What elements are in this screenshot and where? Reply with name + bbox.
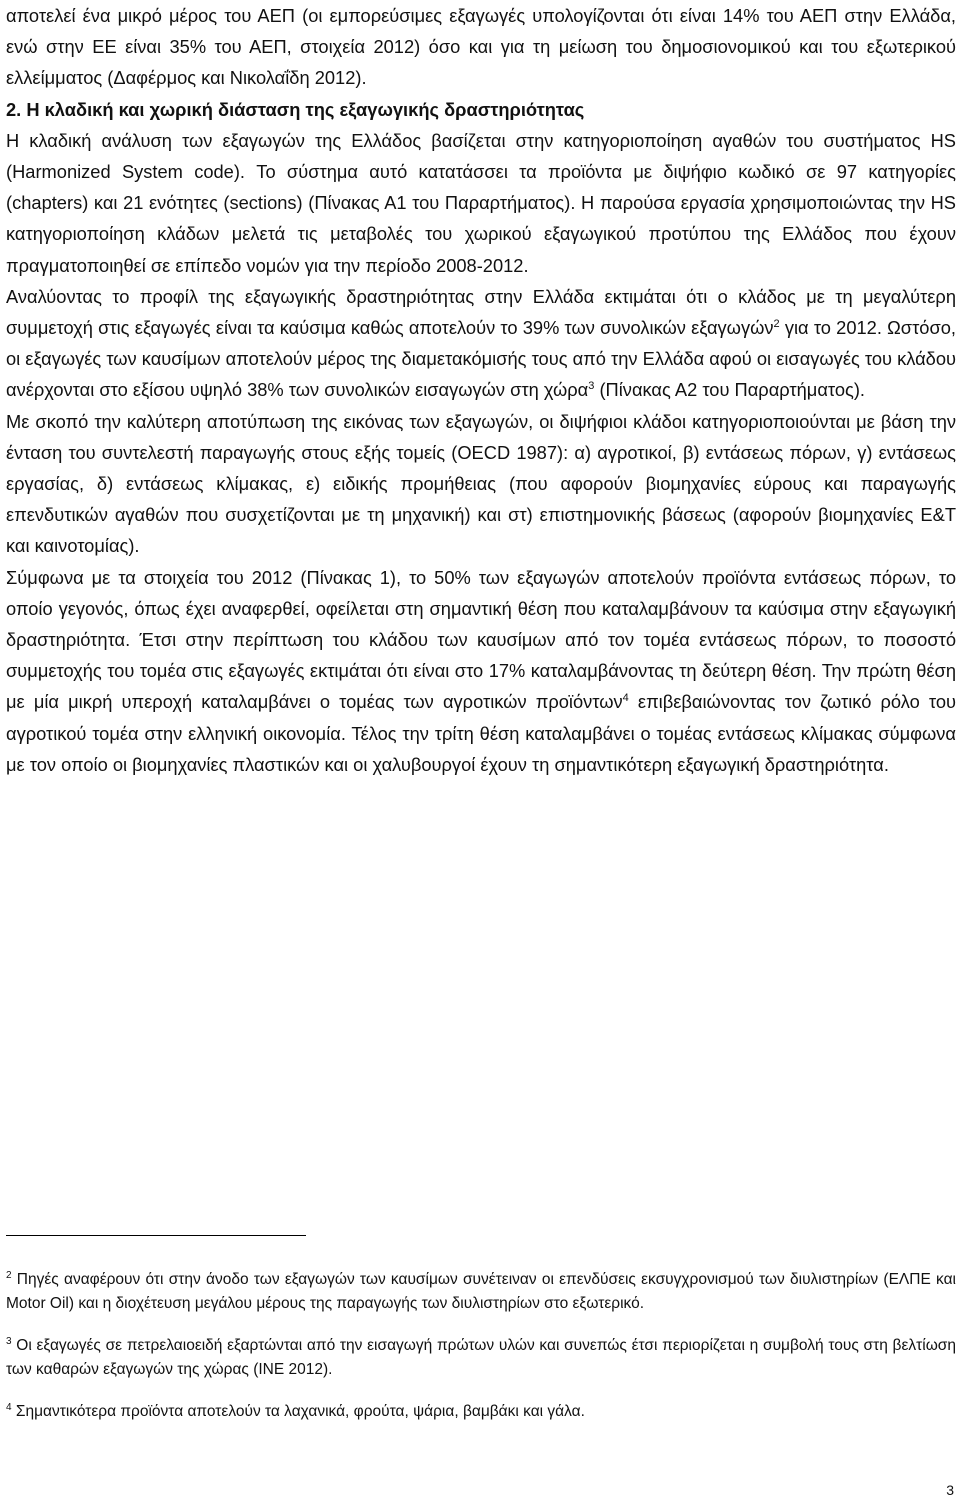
footnote-4 [6, 1400, 956, 1424]
footnote-ref-4: 4 [622, 692, 629, 705]
section-heading: 2. Η κλαδική και χωρική διάσταση της εξαγωγικής δραστηριότητας [6, 98, 585, 120]
intro-paragraph: αποτελεί ένα μικρό μέρος του ΑΕΠ (οι εμπορεύσιμες εξαγωγές υπολογίζονται ότι είναι 14% του ΑΕΠ στην Ελλάδα, ενώ στην ΕΕ είναι 35% του ΑΕΠ, στοιχεία 2012) όσο και για τη μείωση του δημοσιονομικού και του εξωτερικού ελλείμματος (Δαφέρμος και Νικολαΐδη 2012). [6, 5, 956, 89]
page-number: 3 [946, 1482, 954, 1498]
paragraph-2012-data [6, 562, 956, 780]
document-body [6, 0, 956, 780]
footnote-separator [6, 1235, 306, 1236]
paragraph-text: Αναλύοντας το προφίλ της εξαγωγικής δραστηριότητας στην Ελλάδα εκτιμάται ότι ο κλάδος με τη μεγαλύτερη συμμετοχή στις εξαγωγές είναι τα καύσιμα καθώς αποτελούν το 39% των συνολικών εξαγωγών [6, 285, 956, 339]
footnote-3 [6, 1334, 956, 1382]
paragraph-text: (Πίνακας Α2 του Παραρτήματος). [594, 379, 866, 401]
paragraph-text: επιβεβαιώνοντας τον ζωτικό ρόλο του αγροτικού τομέα στην ελληνική οικονομία. Τέλος την τρίτη θέση καταλαμβάνει ο τομέας εντάσεως κλίμακας σύμφωνα με τον οποίο οι βιομηχανίες πλαστικών και οι χαλυβουργοί έχουν τη σημαντικότερη εξαγωγική δραστηριότητα. [6, 691, 957, 775]
footnote-number: 3 [6, 1336, 12, 1347]
footnote-number: 2 [6, 1270, 12, 1281]
footnote-text: Πηγές αναφέρουν ότι στην άνοδο των εξαγωγών των καυσίμων συνέτειναν οι επενδύσεις εκσυγχρονισμού των διυλιστηρίων (ΕΛΠΕ και Motor Oil) και η διοχέτευση μεγάλου μέρους της παραγωγής των διυλιστηρίων στο εξωτερικό. [6, 1271, 956, 1312]
footnote-ref-3: 3 [588, 380, 595, 393]
paragraph-fuels-exports [6, 281, 956, 406]
paragraph-hs-classification: Η κλαδική ανάλυση των εξαγωγών της Ελλάδος βασίζεται στην κατηγοριοποίηση αγαθών του συστήματος HS (Harmonized System code). Το σύστημα αυτό κατατάσσει τα προϊόντα με διψήφιο κωδικό σε 97 κατηγορίες (chapters) και 21 ενότητες (sections) (Πίνακας Α1 του Παραρτήματος). Η παρούσα εργασία χρησιμοποιώντας την HS κατηγοριοποίηση κλάδων μελετά τις μεταβολές του χωρικού εξαγωγικού προτύπου της Ελλάδος που έχουν πραγματοποιηθεί σε επίπεδο νομών για την περίοδο 2008-2012. [6, 129, 956, 276]
paragraph-text: για το 2012. Ωστόσο, οι εξαγωγές των καυσίμων αποτελούν μέρος της διαμετακόμισής τους από την Ελλάδα αφού οι εισαγωγές του κλάδου ανέρχονται στο εξίσου υψηλό 38% των συνολικών εισαγωγών στη χώρα [6, 317, 956, 401]
paragraph-oecd-sectors: Με σκοπό την καλύτερη αποτύπωση της εικόνας των εξαγωγών, οι διψήφιοι κλάδοι κατηγοριοποιούνται με βάση την ένταση του συντελεστή παραγωγής στους εξής τομείς (OECD 1987): α) αγροτικοί, β) εντάσεως πόρων, γ) εντάσεως εργασίας, δ) εντάσεως κλίμακας, ε) ειδικής προμήθειας (που αφορούν βιομηχανίες εύρους και παραγωγής επενδυτικών αγαθών που συσχετίζονται με τη μηχανική) και στ) επιστημονικής βάσεως (αφορούν βιομηχανίες Ε&Τ και καινοτομίας). [6, 410, 956, 557]
footnote-text: Οι εξαγωγές σε πετρελαιοειδή εξαρτώνται από την εισαγωγή πρώτων υλών και συνεπώς έτσι περιορίζεται η συμβολή τους στη βελτίωση των καθαρών εξαγωγών της χώρας (ΙΝΕ 2012). [6, 1337, 956, 1378]
footnote-2 [6, 1268, 956, 1316]
footnote-ref-2: 2 [773, 318, 780, 331]
footnotes [6, 1268, 956, 1442]
footnote-text: Σημαντικότερα προϊόντα αποτελούν τα λαχανικά, φρούτα, ψάρια, βαμβάκι και γάλα. [11, 1403, 585, 1420]
paragraph-text: Σύμφωνα με τα στοιχεία του 2012 (Πίνακας 1), το 50% των εξαγωγών αποτελούν προϊόντα εντάσεως πόρων, το οποίο γεγονός, όπως έχει αναφερθεί, οφείλεται στη σημαντική θέση που καταλαμβάνουν τα καύσιμα στην εξαγωγική δραστηριότητα. Έτσι στην περίπτωση του κλάδου των καυσίμων από τον τομέα εντάσεως πόρων, το ποσοστό συμμετοχής του τομέα στις εξαγωγές εκτιμάται ότι είναι στο 17% καταλαμβάνοντας τη δεύτερη θέση. Την πρώτη θέση με μία μικρή υπεροχή καταλαμβάνει ο τομέας των αγροτικών προϊόντων [6, 566, 956, 713]
footnote-number: 4 [6, 1402, 12, 1413]
